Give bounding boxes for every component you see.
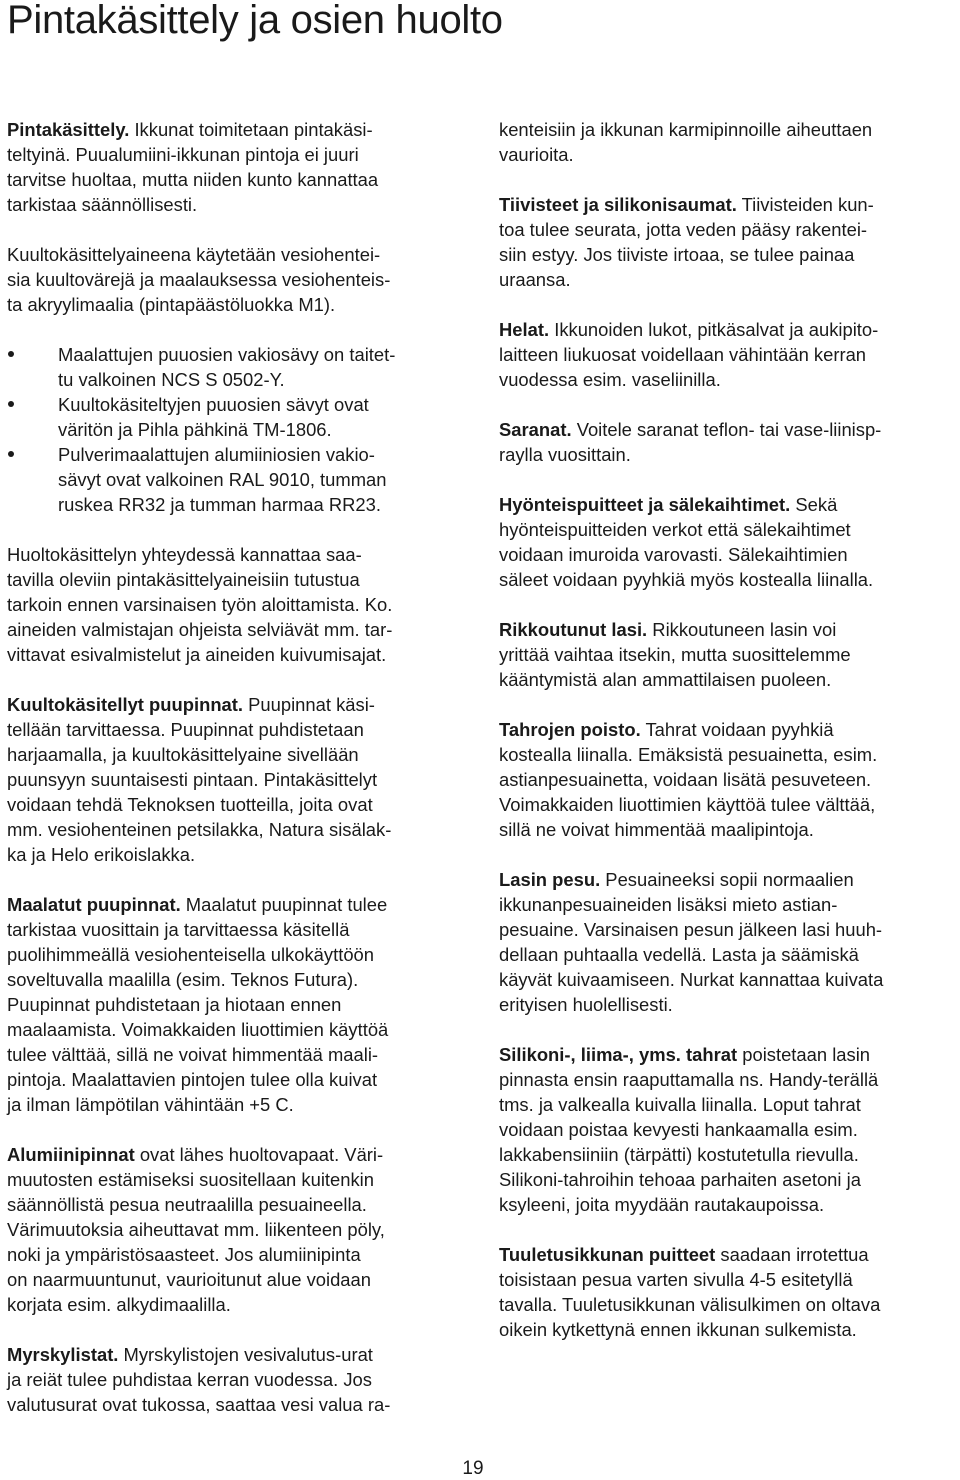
paragraph-line: laitteen liukuosat voidellaan vähintään kerran	[499, 344, 867, 365]
paragraph-heading: Pintakäsittely.	[7, 119, 130, 140]
paragraph-line: tms. ja valkealla kuivalla liinalla. Loput tahrat	[499, 1094, 861, 1115]
bullet-line: väritön ja Pihla pähkinä TM-1806.	[58, 419, 332, 440]
paragraph-line: voidaan tehdä Teknoksen tuotteilla, joita ovat	[7, 794, 373, 815]
paragraph-text: Ikkunat toimitetaan pintakäsi-	[129, 119, 373, 140]
paragraph-line	[7, 692, 465, 717]
paragraph-heading: Hyönteispuitteet ja sälekaihtimet.	[499, 494, 791, 515]
paragraph-line: soveltuvalla maalilla (esim. Teknos Futura).	[7, 969, 359, 990]
paragraph-kuultokasittelyaine	[7, 242, 465, 317]
paragraph-line: ikkunanpesuaineiden lisäksi mieto astian-	[499, 894, 838, 915]
paragraph-tiivisteet	[499, 192, 951, 292]
paragraph-line: vaurioita.	[499, 144, 574, 165]
paragraph-huoltokasittely	[7, 542, 465, 667]
paragraph-line: pinnasta ensin raaputtamalla ns. Handy-terällä	[499, 1069, 879, 1090]
paragraph-line	[499, 1042, 951, 1067]
paragraph-line: ka ja Helo erikoislakka.	[7, 844, 196, 865]
paragraph-line	[499, 717, 951, 742]
paragraph-line: aineiden valmistajan ohjeista selviävät mm. tar-	[7, 619, 393, 640]
bullet-item	[7, 392, 465, 442]
paragraph-helat	[499, 317, 951, 392]
paragraph-line: tavalla. Tuuletusikkunan välisulkimen on oltava	[499, 1294, 881, 1315]
paragraph-line	[499, 192, 951, 217]
paragraph-line: sia kuultovärejä ja maalauksessa vesiohenteis-	[7, 269, 391, 290]
paragraph-line: maalaamista. Voimakkaiden liuottimien käyttöä	[7, 1019, 389, 1040]
paragraph-line: voidaan poistaa kevyesti hankaamalla esim.	[499, 1119, 858, 1140]
paragraph-line: ja reiät tulee puhdistaa kerran vuodessa. Jos	[7, 1369, 372, 1390]
page-title: Pintakäsittely ja osien huolto	[7, 0, 503, 42]
paragraph-text: Maalatut puupinnat tulee	[180, 894, 388, 915]
paragraph-line: uraansa.	[499, 269, 571, 290]
paragraph-line: tarkistaa säännöllisesti.	[7, 194, 198, 215]
paragraph-text: Sekä	[790, 494, 838, 515]
paragraph-line: kostealla liinalla. Emäksistä pesuainetta, esim.	[499, 744, 878, 765]
paragraph-line	[499, 317, 951, 342]
paragraph-line: ta akryylimaalia (pintapäästöluokka M1).	[7, 294, 336, 315]
paragraph-line	[7, 117, 465, 142]
paragraph-text: poistetaan lasin	[737, 1044, 871, 1065]
paragraph-line: tavilla oleviin pintakäsittelyaineisiin tutustua	[7, 569, 360, 590]
paragraph-line: astianpesuainetta, voidaan lisätä pesuveteen.	[499, 769, 872, 790]
paragraph-line: Puupinnat puhdistetaan ja hiotaan ennen	[7, 994, 342, 1015]
paragraph-line: ksyleeni, joita myydään rautakaupoissa.	[499, 1194, 825, 1215]
paragraph-myrskylistat-continued	[499, 117, 951, 167]
paragraph-rikkoutunut-lasi	[499, 617, 951, 692]
paragraph-line: tellään tarvittaessa. Puupinnat puhdistetaan	[7, 719, 364, 740]
paragraph-line: tulee välttää, sillä ne voivat himmentää maali-	[7, 1044, 379, 1065]
paragraph-line: oikein kytkettynä ennen ikkunan sulkemista.	[499, 1319, 857, 1340]
paragraph-heading: Tuuletusikkunan puitteet	[499, 1244, 716, 1265]
bullet-line: tu valkoinen NCS S 0502-Y.	[58, 369, 285, 390]
paragraph-line	[499, 867, 951, 892]
paragraph-line: korjata esim. alkydimaalilla.	[7, 1294, 231, 1315]
paragraph-line: säännöllistä pesua neutraalilla pesuaineella.	[7, 1194, 367, 1215]
paragraph-line: raylla vuosittain.	[499, 444, 631, 465]
paragraph-line: siin estyy. Jos tiiviste irtoaa, se tulee painaa	[499, 244, 855, 265]
paragraph-line: lakkabensiiniin (tärpätti) kostutetulla rievulla.	[499, 1144, 859, 1165]
paragraph-line: Silikoni-tahroihin tehoaa parhaiten asetoni ja	[499, 1169, 861, 1190]
paragraph-line	[7, 1142, 465, 1167]
paragraph-heading: Lasin pesu.	[499, 869, 601, 890]
paragraph-line: ja ilman lämpötilan vähintään +5 C.	[7, 1094, 294, 1115]
paragraph-heading: Myrskylistat.	[7, 1344, 119, 1365]
paragraph-text: Ikkunoiden lukot, pitkäsalvat ja aukipito-	[549, 319, 879, 340]
paragraph-line	[7, 1342, 465, 1367]
paragraph-silikonitahrat	[499, 1042, 951, 1217]
page-number: 19	[462, 1458, 484, 1479]
bullet-line: Pulverimaalattujen alumiiniosien vakio-	[58, 444, 375, 465]
paragraph-heading: Rikkoutunut lasi.	[499, 619, 648, 640]
bullet-line: sävyt ovat valkoinen RAL 9010, tumman	[58, 469, 387, 490]
paragraph-tuuletusikkuna	[499, 1242, 951, 1342]
paragraph-line: puunsyyn suuntaisesti pintaan. Pintakäsittelyt	[7, 769, 378, 790]
paragraph-line: tarkistaa vuosittain ja tarvittaessa käsitellä	[7, 919, 350, 940]
right-column	[499, 117, 951, 1367]
paragraph-line: tarkoin ennen varsinaisen työn aloittamista. Ko.	[7, 594, 393, 615]
paragraph-tahrojen-poisto	[499, 717, 951, 842]
bullet-icon	[8, 451, 14, 457]
paragraph-line: tarvitse huoltaa, mutta niiden kunto kannattaa	[7, 169, 379, 190]
bullet-icon	[8, 401, 14, 407]
paragraph-text: Tahrat voidaan pyyhkiä	[640, 719, 834, 740]
paragraph-maalatut-puupinnat	[7, 892, 465, 1117]
paragraph-line	[499, 1242, 951, 1267]
paragraph-kuultokasitellyt-puupinnat	[7, 692, 465, 867]
paragraph-line: pintoja. Maalattavien pintojen tulee olla kuivat	[7, 1069, 378, 1090]
paragraph-line	[499, 492, 951, 517]
paragraph-line: Huoltokäsittelyn yhteydessä kannattaa saa-	[7, 544, 362, 565]
paragraph-line: hyönteispuitteiden verkot että sälekaihtimet	[499, 519, 851, 540]
paragraph-text: saadaan irrotettua	[715, 1244, 869, 1265]
paragraph-line: erityisen huolellisesti.	[499, 994, 673, 1015]
paragraph-line: noki ja ympäristösaasteet. Jos alumiinipinta	[7, 1244, 361, 1265]
paragraph-saranat	[499, 417, 951, 467]
paragraph-text: ovat lähes huoltovapaat. Väri-	[134, 1144, 384, 1165]
paragraph-heading: Kuultokäsitellyt puupinnat.	[7, 694, 244, 715]
paragraph-line: valutusurat ovat tukossa, saattaa vesi valua ra-	[7, 1394, 391, 1415]
paragraph-text: Rikkoutuneen lasin voi	[647, 619, 837, 640]
bullet-item	[7, 342, 465, 392]
paragraph-line: sillä ne voivat himmentää maalipintoja.	[499, 819, 814, 840]
paragraph-line: käyvät kuivaamiseen. Nurkat kannattaa kuivata	[499, 969, 884, 990]
paragraph-line	[7, 892, 465, 917]
bullet-line: Kuultokäsiteltyjen puuosien sävyt ovat	[58, 394, 369, 415]
paragraph-line: säleet voidaan pyyhkiä myös kostealla liinalla.	[499, 569, 874, 590]
paragraph-line	[499, 417, 951, 442]
paragraph-line: vittavat esivalmistelut ja aineiden kuivumisajat.	[7, 644, 387, 665]
paragraph-line: dellaan puhtaalla vedellä. Lasta ja säämiskä	[499, 944, 859, 965]
bullet-line: ruskea RR32 ja tumman harmaa RR23.	[58, 494, 381, 515]
paragraph-line: teltyinä. Puualumiini-ikkunan pintoja ei juuri	[7, 144, 359, 165]
paragraph-line: Kuultokäsittelyaineena käytetään vesiohentei-	[7, 244, 381, 265]
paragraph-line: on naarmuuntunut, vaurioitunut alue voidaan	[7, 1269, 371, 1290]
paragraph-heading: Silikoni-, liima-, yms. tahrat	[499, 1044, 738, 1065]
paragraph-line: Voimakkaiden liuottimien käyttöä tulee välttää,	[499, 794, 876, 815]
paragraph-line: toisistaan pesua varten sivulla 4-5 esitetyllä	[499, 1269, 853, 1290]
paragraph-line: puolihimmeällä vesiohenteisella ulkokäyttöön	[7, 944, 375, 965]
paragraph-text: Pesuaineeksi sopii normaalien	[600, 869, 854, 890]
paragraph-text: Myrskylistojen vesivalutus-urat	[118, 1344, 373, 1365]
paragraph-heading: Saranat.	[499, 419, 572, 440]
paragraph-line: kääntymistä alan ammattilaisen puoleen.	[499, 669, 832, 690]
paragraph-line: kenteisiin ja ikkunan karmipinnoille aiheuttaen	[499, 119, 873, 140]
paragraph-heading: Tahrojen poisto.	[499, 719, 641, 740]
paragraph-line: toa tulee seurata, jotta veden pääsy rakentei-	[499, 219, 868, 240]
paragraph-hyonteispuitteet	[499, 492, 951, 592]
paragraph-line: harjaamalla, ja kuultokäsittelyaine sivellään	[7, 744, 359, 765]
paragraph-line: pesuaine. Varsinaisen pesun jälkeen lasi huuh-	[499, 919, 883, 940]
left-column	[7, 117, 465, 1442]
paragraph-pintakasittely	[7, 117, 465, 217]
paragraph-line: mm. vesiohenteinen petsilakka, Natura sisälak-	[7, 819, 392, 840]
paragraph-line	[499, 617, 951, 642]
paragraph-heading: Tiivisteet ja silikonisaumat.	[499, 194, 737, 215]
paragraph-myrskylistat	[7, 1342, 465, 1417]
paragraph-line: yrittää vaihtaa itsekin, mutta suosittelemme	[499, 644, 851, 665]
paragraph-text: Tiivisteiden kun-	[736, 194, 874, 215]
paragraph-line: muutosten estämiseksi suositellaan kuitenkin	[7, 1169, 374, 1190]
paragraph-text: Puupinnat käsi-	[243, 694, 375, 715]
paragraph-lasin-pesu	[499, 867, 951, 1017]
paragraph-line: vuodessa esim. vaseliinilla.	[499, 369, 721, 390]
paragraph-line: Värimuutoksia aiheuttavat mm. liikenteen pöly,	[7, 1219, 385, 1240]
paragraph-line: voidaan imuroida varovasti. Sälekaihtimien	[499, 544, 848, 565]
paragraph-heading: Maalatut puupinnat.	[7, 894, 181, 915]
bullet-item	[7, 442, 465, 517]
bullet-icon	[8, 351, 14, 357]
paragraph-alumiinipinnat	[7, 1142, 465, 1317]
bullet-line: Maalattujen puuosien vakiosävy on taitet-	[58, 344, 396, 365]
paragraph-text: Voitele saranat teflon- tai vase-liinisp-	[571, 419, 882, 440]
paragraph-heading: Alumiinipinnat	[7, 1144, 135, 1165]
color-bullet-list	[7, 342, 465, 517]
paragraph-heading: Helat.	[499, 319, 550, 340]
